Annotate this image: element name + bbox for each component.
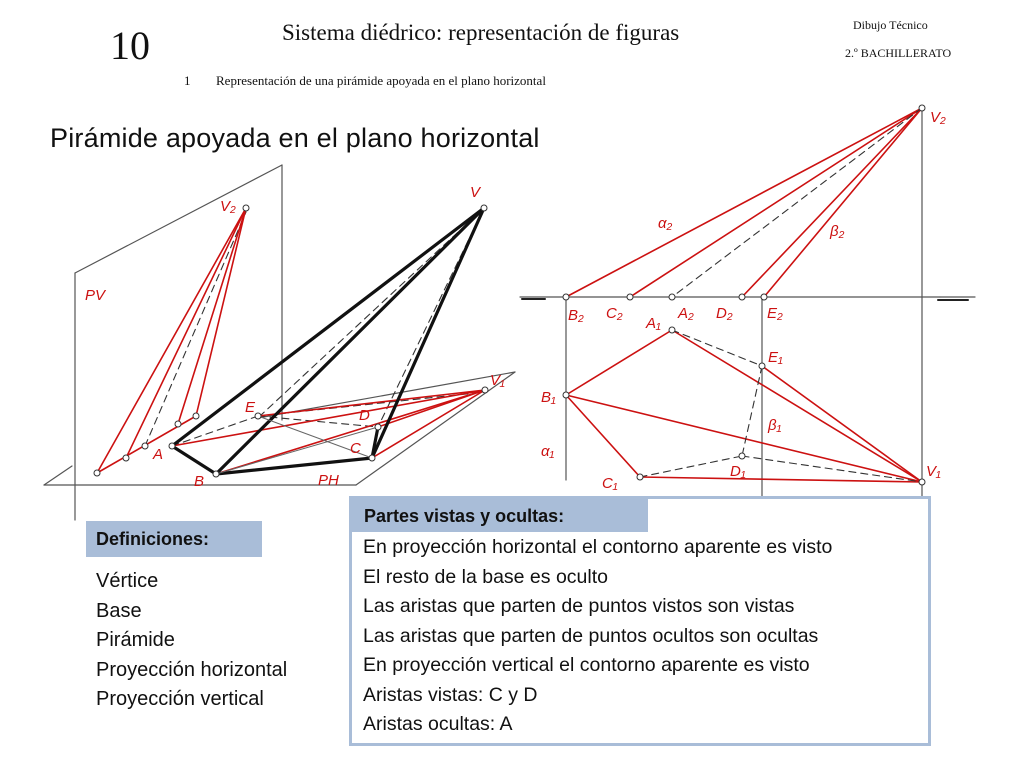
definitions-title: Definiciones: (96, 529, 210, 549)
main-heading: Pirámide apoyada en el plano horizontal (50, 123, 540, 153)
label-beta1: β₁ (768, 417, 782, 434)
parts-list (363, 533, 832, 740)
label-d-persp: D (359, 407, 370, 424)
parts-item: Las aristas que parten de puntos vistos son vistas (363, 595, 795, 617)
label-pv: PV (85, 287, 106, 304)
label-alpha2: α₂ (658, 215, 673, 232)
parts-header (352, 499, 648, 532)
section-number: 1 (184, 73, 191, 88)
label-e2: E₂ (767, 305, 783, 322)
label-v2-persp: V₂ (220, 198, 236, 215)
level-label: 2.º BACHILLERATO (845, 46, 952, 60)
label-a-persp: A (153, 446, 164, 463)
header-title: Sistema diédrico: representación de figuras (282, 20, 680, 45)
perspective-figure (44, 165, 515, 520)
parts-item: El resto de la base es oculto (363, 565, 608, 588)
parts-item: Aristas vistas: C y D (363, 683, 538, 706)
definition-item: Pirámide (96, 629, 175, 651)
label-c-persp: C (350, 440, 361, 457)
label-b-persp: B (194, 473, 205, 490)
parts-item: Las aristas que parten de puntos ocultos son ocultas (363, 624, 819, 647)
parts-item: En proyección horizontal el contorno aparente es visto (363, 536, 833, 558)
definition-item: Proyección vertical (96, 688, 264, 710)
label-b1: B₁ (541, 389, 556, 406)
label-c1: C₁ (602, 475, 618, 492)
label-beta2: β₂ (830, 223, 845, 240)
definition-item: Proyección horizontal (96, 658, 288, 681)
label-e1: E₁ (768, 349, 783, 366)
label-b2: B₂ (568, 307, 584, 324)
projection-figure (520, 105, 975, 497)
label-ph: PH (318, 472, 339, 489)
label-d2: D₂ (716, 305, 733, 322)
label-a1: A₁ (646, 315, 661, 332)
label-e-persp: E (245, 399, 256, 416)
parts-item: En proyección vertical el contorno aparente es visto (363, 654, 810, 676)
subject-label: Dibujo Técnico (853, 18, 928, 32)
definitions-list (96, 567, 287, 715)
label-alpha1: α₁ (541, 443, 555, 460)
label-c2: C₂ (606, 305, 623, 322)
label-v-persp: V (470, 184, 481, 201)
label-v2-proj: V₂ (930, 109, 946, 126)
definition-item: Vértice (96, 570, 159, 592)
label-v1-persp: V₁ (490, 372, 505, 389)
parts-title: Partes vistas y ocultas: (364, 506, 565, 526)
label-v1-proj: V₁ (926, 463, 941, 480)
definitions-header (86, 521, 262, 557)
definition-item: Base (96, 599, 142, 622)
label-d1: D₁ (730, 463, 746, 480)
label-a2: A₂ (678, 305, 694, 322)
parts-item: Aristas ocultas: A (363, 713, 513, 735)
unit-number: 10 (110, 23, 150, 68)
section-title: Representación de una pirámide apoyada en el plano horizontal (216, 73, 546, 88)
